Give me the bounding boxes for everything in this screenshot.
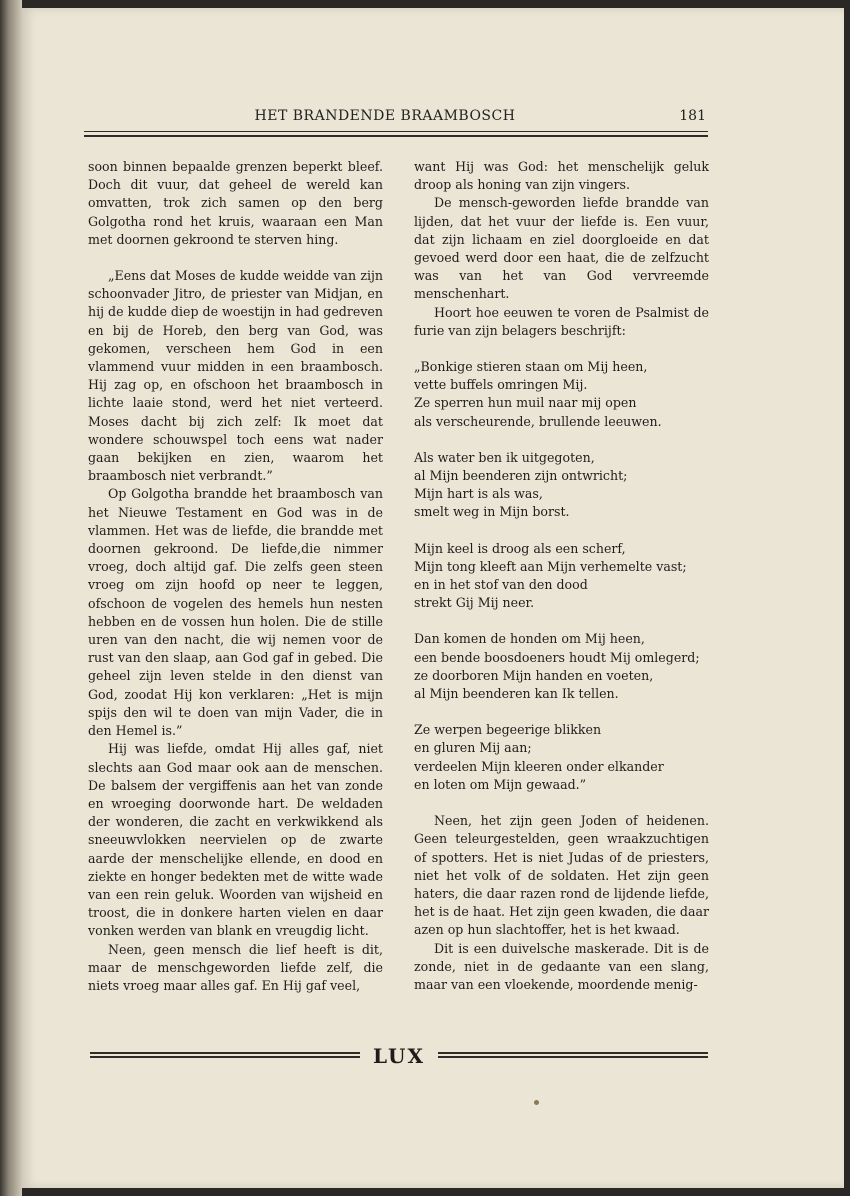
paragraph: Neen, het zijn geen Joden of heidenen. Geen teleurgestelden, geen wraakzuchtigen of spotters. Het is niet Judas of de priesters, niet het volk of de soldaten. Het zijn geen haters, die daar razen rond de lijdende liefde, het is de haat. Het zijn geen kwaden, die daar azen op hun slachtoffer, het is het kwaad. [414,813,709,938]
paragraph: want Hij was God: het menschelijk geluk droop als honing van zijn vingers. [414,159,709,193]
verse-line: verdeelen Mijn kleeren onder elkander [414,758,664,774]
page-number: 181 [679,108,706,124]
verse-line: vette buffels omringen Mij. [414,377,588,393]
verse-line: smelt weg in Mijn borst. [414,504,570,520]
paragraph: Hoort hoe eeuwen te voren de Psalmist de furie van zijn belagers beschrijft: [414,304,709,338]
paragraph: De mensch-geworden liefde brandde van lijden, dat het vuur der liefde is. Een vuur, dat zijn lichaam en ziel doorgloeide en dat gevoed werd door een haat, die de zelfzucht was van het van God vervreemde menschenhart. [414,195,709,302]
paragraph: Dit is een duivelsche maskerade. Dit is de zonde, niet in de gedaante van een slang, maar van een vloekende, moordende menig- [414,940,709,992]
verse-line: Dan komen de honden om Mij heen, [414,631,645,647]
paragraph: Hij was liefde, omdat Hij alles gaf, niet slechts aan God maar ook aan de menschen. De balsem der vergiffenis aan het van zonde en wroeging doorwonde hart. De weldaden der wonderen, die zacht en verkwikkend als sneeuwvlokken neervielen op de zwarte aarde der menschelijke ellende, en dood en ziekte en honger bedekten met de witte wade van een rein geluk. Woorden van wijsheid en troost, die in donkere harten vielen en daar vonken werden van blank en vreugdig licht. [88,741,383,939]
psalm-stanza [414,630,709,703]
psalm-stanza [414,449,709,522]
psalm-stanza [414,540,709,613]
verse-line: Ze werpen begeerige blikken [414,722,602,738]
verse-line: een bende boosdoeners houdt Mij omlegerd; [414,649,700,665]
psalm-stanza [414,721,709,794]
verse-line: Mijn keel is droog als een scherf, [414,540,626,556]
lux-logo: LUX [373,1044,425,1068]
verse-line: Mijn hart is als was, [414,486,543,502]
paragraph: Op Golgotha brandde het braambosch van het Nieuwe Testament en God was in de vlammen. Het was de liefde, die brandde met doornen gekroond. De liefde,die nimmer vroeg, doch altijd gaf. Die zelfs geen steen vroeg om zijn hoofd op neer te leggen, ofschoon de vogelen des hemels hun nesten hebben en de vossen hun holen. Die de stille uren van den nacht, die wij nemen voor de rust van den slaap, aan God gaf in gebed. Die geheel zijn leven stelde in den dienst van God, zoodat Hij kon verklaren: „Het is mijn spijs den wil te doen van mijn Vader, die in den Hemel is.” [88,486,383,739]
psalm-stanza [414,358,709,431]
header-title: HET BRANDENDE BRAAMBOSCH [254,108,516,124]
verse-line: als verscheurende, brullende leeuwen. [414,413,662,429]
footer-rule-right [438,1052,708,1054]
verse-line: en loten om Mijn gewaad.” [414,776,587,792]
verse-line: al Mijn beenderen zijn ontwricht; [414,468,628,484]
verse-line: en in het stof van den dood [414,577,588,593]
right-column [414,158,709,994]
paragraph: soon binnen bepaalde grenzen beperkt bleef. Doch dit vuur, dat geheel de wereld kan omvatten, trok zich samen op den berg Golgotha rond het kruis, waaraan een Man met doornen gekroond te sterven hing. [88,159,383,247]
verse-line: Mijn tong kleeft aan Mijn verhemelte vast; [414,558,687,574]
paragraph: Neen, geen mensch die lief heeft is dit, maar de menschgeworden liefde zelf, die niets vroeg maar alles gaf. En Hij gaf veel, [88,941,383,993]
verse-line: strekt Gij Mij neer. [414,595,535,611]
running-header [62,103,708,131]
book-spine [0,0,22,1196]
paper-speck [534,1100,539,1105]
verse-line: Ze sperren hun muil naar mij open [414,395,637,411]
verse-line: ze doorboren Mijn handen en voeten, [414,667,654,683]
verse-line: en gluren Mij aan; [414,740,532,756]
footer-ornament [90,1043,708,1071]
header-rule-thin [84,131,708,132]
left-column [88,158,383,995]
verse-line: „Bonkige stieren staan om Mij heen, [414,359,648,375]
header-rule-thick [84,135,708,137]
verse-line: Als water ben ik uitgegoten, [414,449,595,465]
paragraph: „Eens dat Moses de kudde weidde van zijn schoonvader Jitro, de priester van Midjan, en hij de kudde diep de woestijn in had gedreven en bij de Horeb, den berg van God, was gekomen, verscheen hem God in een vlammend vuur midden in een braambosch. Hij zag op, en ofschoon het braambosch in lichte laaie stond, werd het niet verteerd. Moses dacht bij zich zelf: Ik moet dat wondere schouwspel toch eens wat nader gaan bekijken en zien, waarom het braambosch niet verbrandt.” [88,268,383,484]
verse-line: al Mijn beenderen kan Ik tellen. [414,686,619,702]
